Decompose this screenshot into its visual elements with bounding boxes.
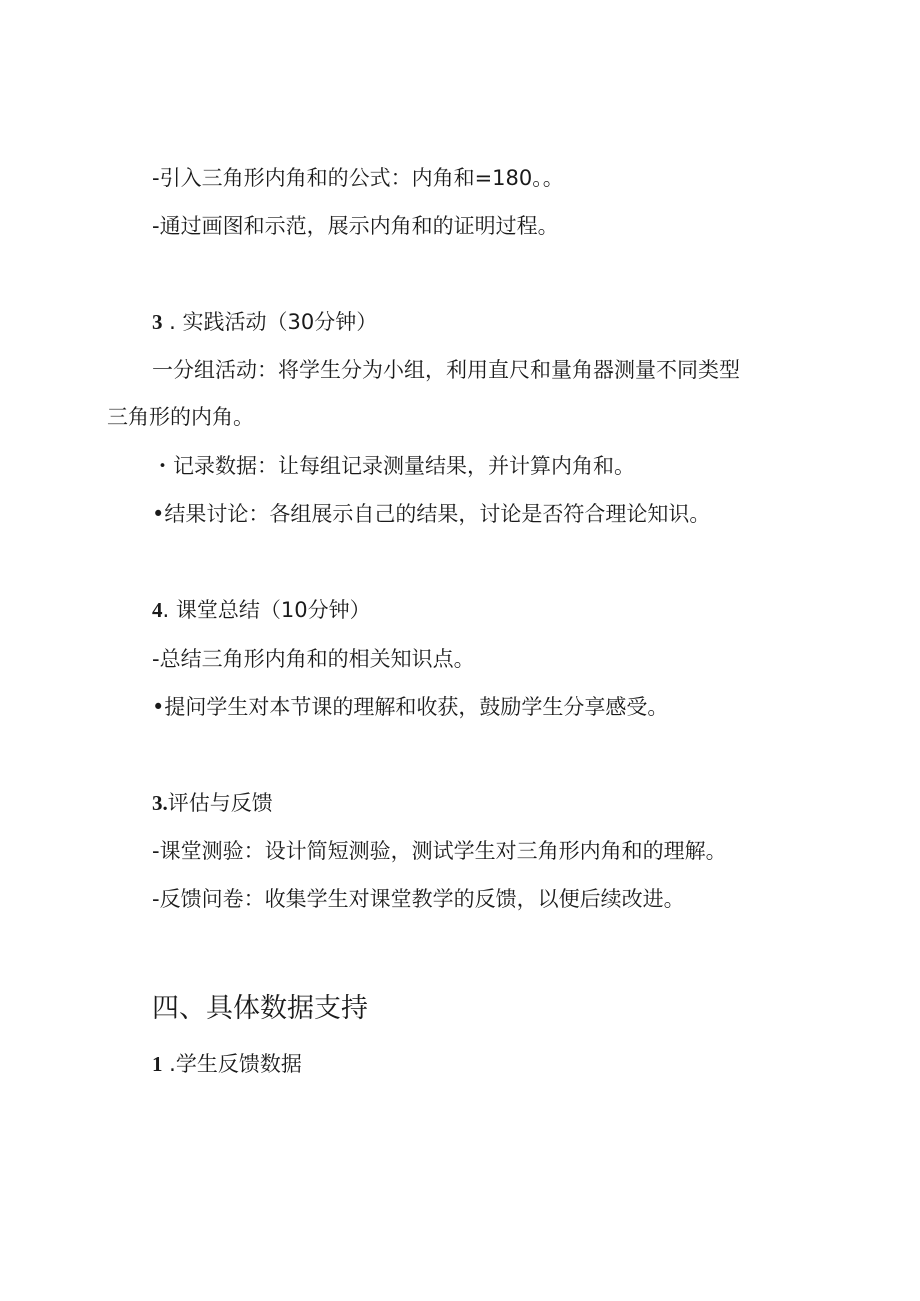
text-line-formula: -引入三角形内角和的公式：内角和=180。。 — [152, 166, 564, 190]
section-number: 3. — [152, 791, 168, 815]
section-number: 4 — [152, 598, 163, 622]
section-title: . 课堂总结（10分钟） — [162, 598, 371, 622]
text-line-record-data: ・记录数据：让每组记录测量结果，并计算内角和。 — [152, 454, 635, 478]
section-number: 3 — [152, 310, 163, 334]
text-line-group-activity: 一分组活动：将学生分为小组，利用直尺和量角器测量不同类型 — [152, 358, 740, 382]
section-heading-practice — [152, 308, 377, 336]
section-title: 评估与反馈 — [167, 791, 273, 815]
section-heading-feedback-data — [152, 1050, 302, 1078]
text-line-group-activity-cont: 三角形的内角。 — [107, 405, 254, 429]
text-line-discussion: •结果讨论：各组展示自己的结果，讨论是否符合理论知识。 — [152, 502, 711, 526]
text-line-quiz: -课堂测验：设计简短测验，测试学生对三角形内角和的理解。 — [152, 839, 727, 863]
section-number: 1 — [152, 1052, 163, 1076]
section-title: .学生反馈数据 — [162, 1052, 302, 1076]
text-line-summary-points: -总结三角形内角和的相关知识点。 — [152, 647, 475, 671]
chapter-heading-data-support: 四、具体数据支持 — [152, 993, 368, 1024]
section-heading-summary — [152, 596, 371, 624]
text-line-questions: •提问学生对本节课的理解和收获，鼓励学生分享感受。 — [152, 695, 669, 719]
text-line-questionnaire: -反馈问卷：收集学生对课堂教学的反馈，以便后续改进。 — [152, 887, 685, 911]
section-title: . 实践活动（30分钟） — [162, 310, 378, 334]
section-heading-evaluation — [152, 789, 273, 817]
text-line-proof: -通过画图和示范，展示内角和的证明过程。 — [152, 214, 559, 238]
